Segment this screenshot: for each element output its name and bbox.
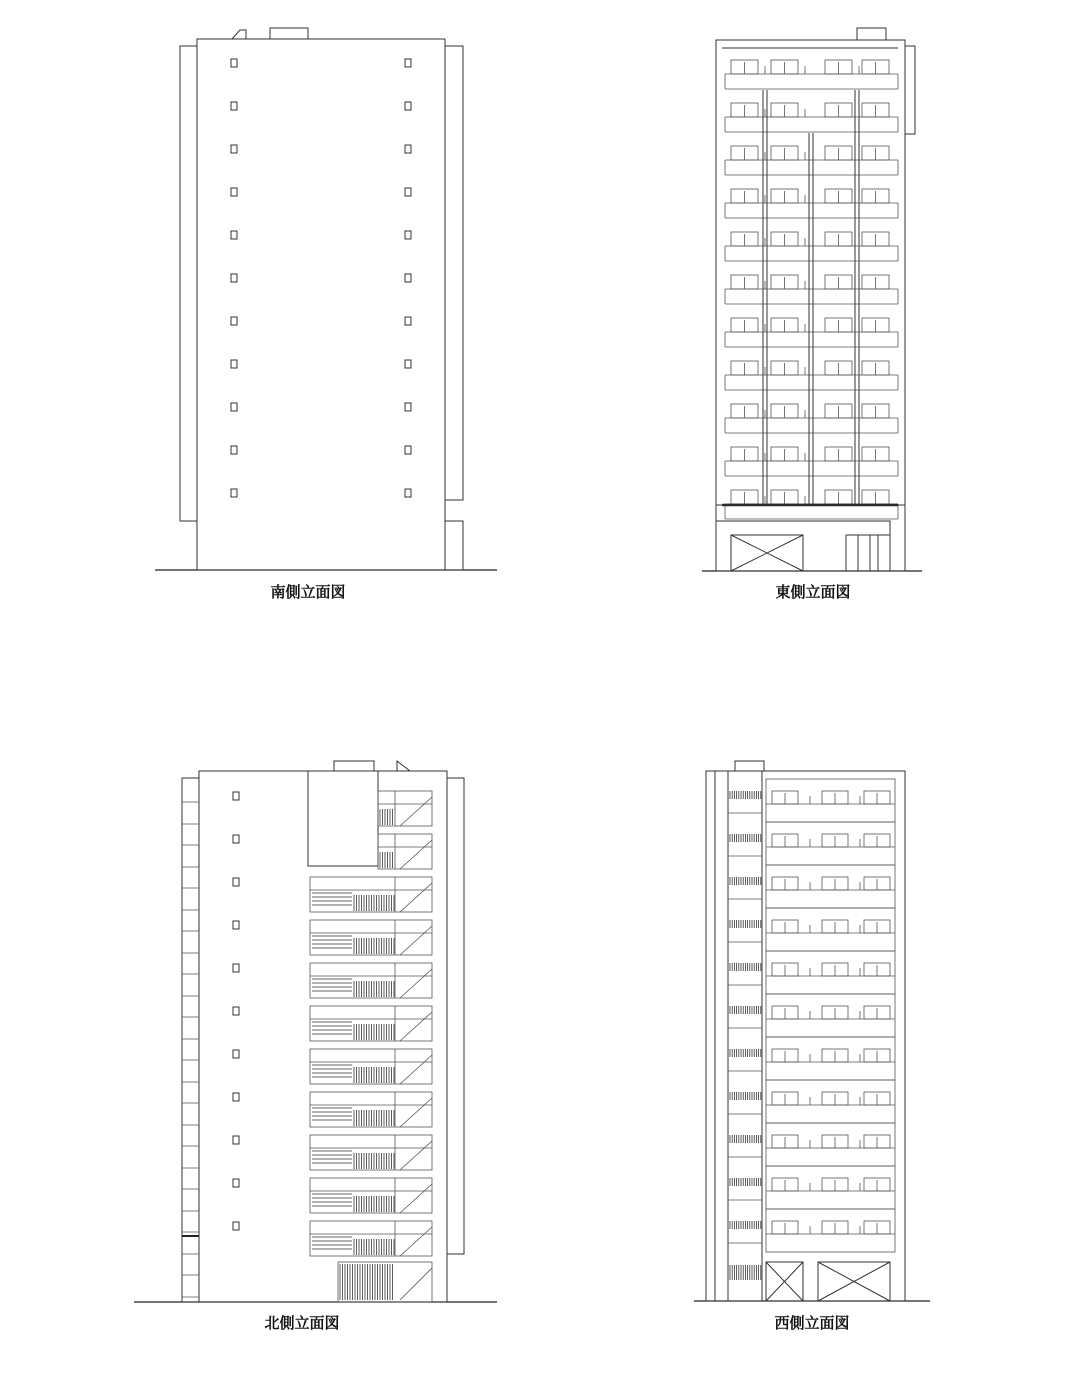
south-window — [405, 102, 411, 110]
south-window — [405, 231, 411, 239]
south-window — [231, 231, 237, 239]
west-roof-penthouse — [735, 761, 764, 771]
south-window — [231, 317, 237, 325]
south-window — [405, 403, 411, 411]
south-window — [405, 489, 411, 497]
north-corridor-frame — [378, 834, 432, 869]
south-window — [231, 274, 237, 282]
north-stair-flight — [400, 1012, 432, 1041]
north-corridor-frame — [310, 877, 432, 912]
north-corridor-frame — [310, 1049, 432, 1084]
east-entrance-door — [846, 535, 890, 571]
south-roof-penthouse — [270, 28, 308, 39]
north-window — [233, 1093, 239, 1101]
north-left-wing-bays — [182, 802, 199, 1297]
east-elevation — [702, 28, 922, 601]
north-elevation-caption: 北側立面図 — [264, 1314, 340, 1332]
north-window — [233, 792, 239, 800]
south-right-base — [445, 521, 463, 570]
north-window — [233, 921, 239, 929]
north-corridor-frame — [310, 1006, 432, 1041]
north-left-wing — [182, 778, 199, 1302]
north-elevation — [134, 761, 497, 1332]
north-corridor-frame — [310, 1221, 432, 1256]
south-window-grid — [231, 59, 411, 497]
west-balcony-floors — [728, 779, 895, 1280]
west-elevation — [694, 761, 930, 1332]
north-stair-flight — [400, 1055, 432, 1084]
south-window — [405, 446, 411, 454]
north-corridor-frame — [310, 920, 432, 955]
north-stair-flight — [400, 797, 432, 826]
west-elevation-caption: 西側立面図 — [774, 1314, 850, 1332]
north-stair-flight — [400, 926, 432, 955]
south-window — [405, 360, 411, 368]
north-window — [233, 835, 239, 843]
east-balcony-floors — [725, 60, 898, 519]
south-right-wing — [445, 46, 463, 500]
south-window — [231, 102, 237, 110]
north-corridor-frame — [310, 963, 432, 998]
north-roof-stair — [397, 761, 410, 771]
north-right-wing — [447, 778, 464, 1254]
south-window — [405, 188, 411, 196]
north-corridor-frame — [378, 791, 432, 826]
north-roof-penthouse — [334, 761, 374, 771]
north-window — [233, 1222, 239, 1230]
south-left-wing — [180, 46, 197, 521]
north-corridor-frame — [310, 1135, 432, 1170]
west-main-facade — [762, 771, 905, 1301]
east-ground-floor — [716, 505, 905, 571]
south-window — [231, 403, 237, 411]
north-ground-stair — [400, 1268, 432, 1300]
north-window — [233, 964, 239, 972]
north-window-column — [233, 792, 239, 1230]
north-stair-flight — [400, 840, 432, 869]
south-roof-stair — [232, 30, 246, 39]
east-roof-penthouse — [857, 28, 886, 40]
south-window — [405, 317, 411, 325]
south-window — [231, 489, 237, 497]
north-stair-flight — [400, 883, 432, 912]
north-upper-wall — [308, 771, 378, 866]
north-corridor-frame — [310, 1092, 432, 1127]
north-stair-flight — [400, 1227, 432, 1256]
east-elevation-caption: 東側立面図 — [775, 583, 851, 601]
south-window — [231, 188, 237, 196]
east-side-fin — [905, 46, 915, 134]
north-window — [233, 1007, 239, 1015]
north-corridor-floors — [310, 791, 432, 1302]
north-stair-flight — [400, 1184, 432, 1213]
north-stair-flight — [400, 1098, 432, 1127]
south-window — [231, 59, 237, 67]
south-window — [231, 446, 237, 454]
south-window — [231, 145, 237, 153]
north-corridor-frame — [310, 1178, 432, 1213]
south-window — [405, 274, 411, 282]
south-elevation-caption: 南側立面図 — [270, 583, 346, 601]
south-window — [405, 59, 411, 67]
north-window — [233, 878, 239, 886]
north-stair-flight — [400, 969, 432, 998]
north-window — [233, 1179, 239, 1187]
north-window — [233, 1136, 239, 1144]
south-window — [231, 360, 237, 368]
south-elevation — [155, 28, 497, 601]
south-main-facade — [197, 39, 445, 570]
north-window — [233, 1050, 239, 1058]
south-window — [405, 145, 411, 153]
north-stair-flight — [400, 1141, 432, 1170]
